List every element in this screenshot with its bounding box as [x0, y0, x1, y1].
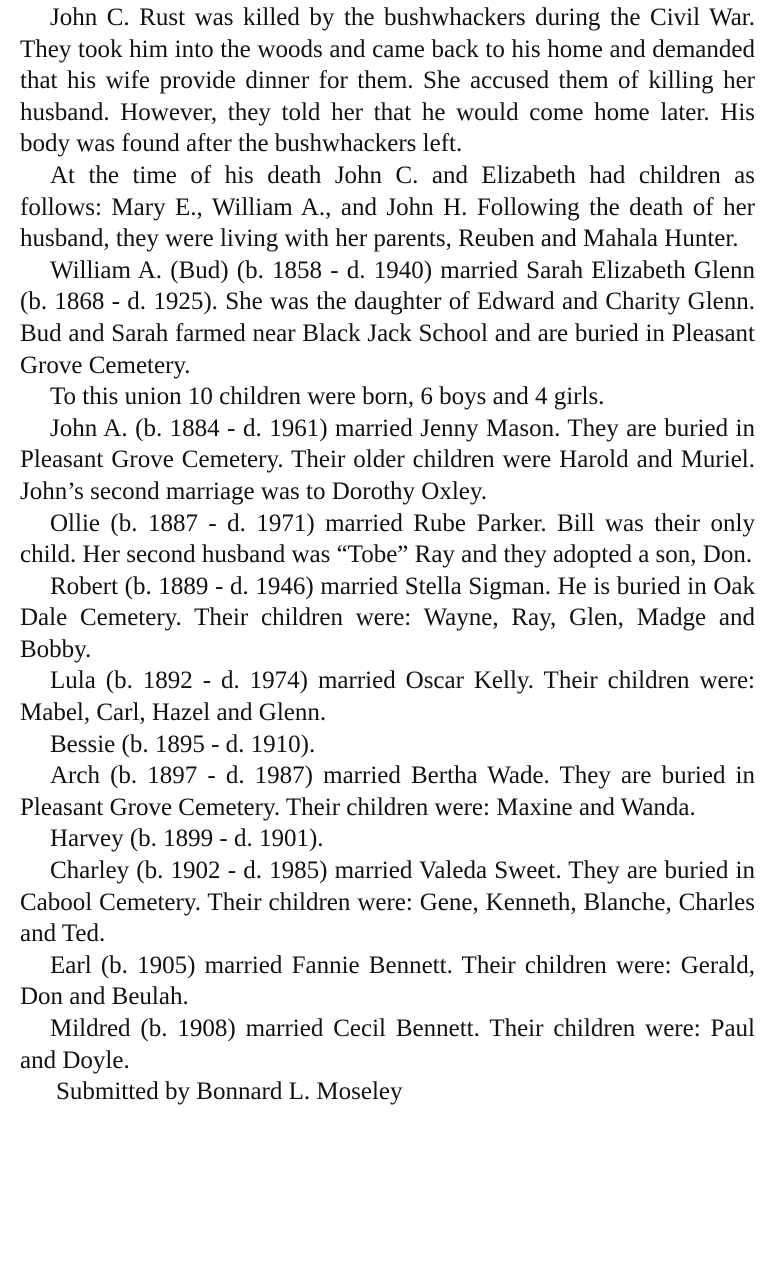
submitted-by-signature: Submitted by Bonnard L. Moseley — [56, 1078, 403, 1106]
paragraph-lula: Lula (b. 1892 - d. 1974) married Oscar Kelly. Their children were: Mabel, Carl, Hazel and Glenn. — [20, 667, 755, 727]
paragraph-harvey: Harvey (b. 1899 - d. 1901). — [50, 825, 324, 853]
paragraph-robert: Robert (b. 1889 - d. 1946) married Stella Sigman. He is buried in Oak Dale Cemetery. Their children were: Wayne, Ray, Glen, Madge and Bobby. — [20, 572, 755, 663]
paragraph-john-c-rust: John C. Rust was killed by the bushwhackers during the Civil War. They took him into the woods and came back to his home and demanded that his wife provide dinner for them. She accused them of killing her husband. However, they told her that he would come home later. His body was found after the bushwhackers left. — [20, 4, 755, 158]
paragraph-ollie: Ollie (b. 1887 - d. 1971) married Rube Parker. Bill was their only child. Her second husband was “Tobe” Ray and they adopted a son, Don. — [20, 509, 755, 569]
paragraph-mildred: Mildred (b. 1908) married Cecil Bennett. Their children were: Paul and Doyle. — [20, 1015, 755, 1074]
paragraph-earl: Earl (b. 1905) married Fannie Bennett. Their children were: Gerald, Don and Beulah. — [20, 951, 755, 1011]
paragraph-charley: Charley (b. 1902 - d. 1985) married Valeda Sweet. They are buried in Cabool Cemetery. Their children were: Gene, Kenneth, Blanche, Charles and Ted. — [20, 857, 755, 948]
paragraph-arch: Arch (b. 1897 - d. 1987) married Bertha Wade. They are buried in Pleasant Grove Cemetery. Their children were: Maxine and Wanda. — [20, 762, 755, 821]
paragraph-william-a-bud: William A. (Bud) (b. 1858 - d. 1940) married Sarah Elizabeth Glenn (b. 1868 - d. 1925). She was the daughter of Edward and Charity Glenn. Bud and Sarah farmed near Black Jack School and are buried in Pleasant Grove Cemetery. — [20, 256, 755, 379]
paragraph-john-a: John A. (b. 1884 - d. 1961) married Jenny Mason. They are buried in Pleasant Grove Cemetery. Their older children were Harold and Muriel. John’s second marriage was to Dorothy Oxley. — [20, 414, 755, 505]
paragraph-children-of-john-c: At the time of his death John C. and Elizabeth had children as follows: Mary E., William A., and John H. Following the death of her husband, they were living with her parents, Reuben and Mahala Hunter. — [20, 161, 755, 253]
paragraph-bessie: Bessie (b. 1895 - d. 1910). — [50, 730, 316, 758]
paragraph-union-children: To this union 10 children were born, 6 boys and 4 girls. — [50, 383, 605, 411]
